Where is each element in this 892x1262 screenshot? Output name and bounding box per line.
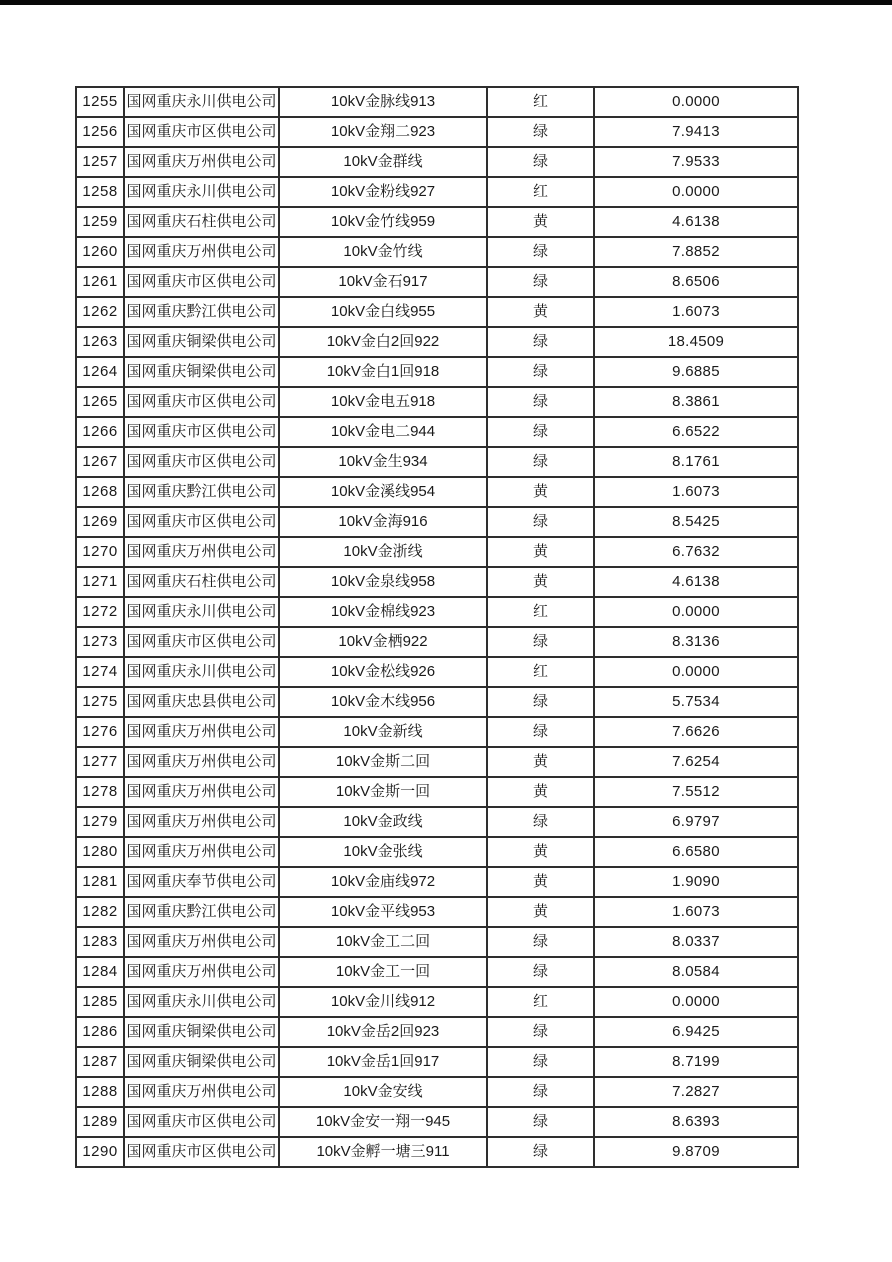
value-cell: 1.9090: [594, 867, 798, 897]
company-cell: 国网重庆万州供电公司: [124, 717, 279, 747]
row-number-cell: 1269: [76, 507, 124, 537]
value-cell: 7.6626: [594, 717, 798, 747]
table-row: [76, 207, 798, 237]
value-cell: 0.0000: [594, 657, 798, 687]
line-name-cell: 10kV金电五918: [279, 387, 487, 417]
line-name-cell: 10kV金溪线954: [279, 477, 487, 507]
line-name-cell: 10kV金平线953: [279, 897, 487, 927]
value-cell: 1.6073: [594, 477, 798, 507]
value-cell: 1.6073: [594, 897, 798, 927]
value-cell: 8.7199: [594, 1047, 798, 1077]
line-name-cell: 10kV金政线: [279, 807, 487, 837]
table-row: [76, 327, 798, 357]
row-number-cell: 1289: [76, 1107, 124, 1137]
status-cell: 绿: [487, 927, 594, 957]
table-row: [76, 657, 798, 687]
value-cell: 8.5425: [594, 507, 798, 537]
row-number-cell: 1264: [76, 357, 124, 387]
table-row: [76, 387, 798, 417]
row-number-cell: 1283: [76, 927, 124, 957]
company-cell: 国网重庆市区供电公司: [124, 117, 279, 147]
table-row: [76, 1107, 798, 1137]
value-cell: 0.0000: [594, 597, 798, 627]
value-cell: 8.3861: [594, 387, 798, 417]
line-name-cell: 10kV金白1回918: [279, 357, 487, 387]
row-number-cell: 1267: [76, 447, 124, 477]
line-name-cell: 10kV金岳2回923: [279, 1017, 487, 1047]
line-name-cell: 10kV金安线: [279, 1077, 487, 1107]
line-name-cell: 10kV金安一翔一945: [279, 1107, 487, 1137]
table-row: [76, 987, 798, 1017]
table-row: [76, 507, 798, 537]
company-cell: 国网重庆市区供电公司: [124, 627, 279, 657]
table-row: [76, 867, 798, 897]
row-number-cell: 1257: [76, 147, 124, 177]
table-row: [76, 717, 798, 747]
status-cell: 黄: [487, 567, 594, 597]
status-cell: 红: [487, 87, 594, 117]
value-cell: 5.7534: [594, 687, 798, 717]
row-number-cell: 1259: [76, 207, 124, 237]
line-name-cell: 10kV金张线: [279, 837, 487, 867]
status-cell: 绿: [487, 117, 594, 147]
company-cell: 国网重庆万州供电公司: [124, 147, 279, 177]
status-cell: 黄: [487, 477, 594, 507]
status-cell: 绿: [487, 807, 594, 837]
status-cell: 绿: [487, 447, 594, 477]
power-line-table: [75, 86, 799, 1168]
table-row: [76, 177, 798, 207]
company-cell: 国网重庆市区供电公司: [124, 267, 279, 297]
row-number-cell: 1258: [76, 177, 124, 207]
line-name-cell: 10kV金粉线927: [279, 177, 487, 207]
company-cell: 国网重庆万州供电公司: [124, 747, 279, 777]
company-cell: 国网重庆黔江供电公司: [124, 297, 279, 327]
table-row: [76, 477, 798, 507]
row-number-cell: 1282: [76, 897, 124, 927]
value-cell: 8.1761: [594, 447, 798, 477]
status-cell: 红: [487, 597, 594, 627]
status-cell: 黄: [487, 747, 594, 777]
table-row: [76, 1047, 798, 1077]
company-cell: 国网重庆市区供电公司: [124, 417, 279, 447]
value-cell: 0.0000: [594, 87, 798, 117]
status-cell: 黄: [487, 777, 594, 807]
status-cell: 绿: [487, 267, 594, 297]
status-cell: 绿: [487, 717, 594, 747]
value-cell: 8.3136: [594, 627, 798, 657]
table-row: [76, 837, 798, 867]
table-row: [76, 417, 798, 447]
status-cell: 黄: [487, 867, 594, 897]
value-cell: 6.6580: [594, 837, 798, 867]
table-row: [76, 237, 798, 267]
line-name-cell: 10kV金工二回: [279, 927, 487, 957]
value-cell: 6.9425: [594, 1017, 798, 1047]
line-name-cell: 10kV金脉线913: [279, 87, 487, 117]
table-row: [76, 897, 798, 927]
table-row: [76, 357, 798, 387]
table-row: [76, 447, 798, 477]
company-cell: 国网重庆铜梁供电公司: [124, 357, 279, 387]
line-name-cell: 10kV金浙线: [279, 537, 487, 567]
status-cell: 绿: [487, 1017, 594, 1047]
line-name-cell: 10kV金翔二923: [279, 117, 487, 147]
status-cell: 红: [487, 987, 594, 1017]
power-line-table-body: [76, 87, 798, 1167]
value-cell: 8.0337: [594, 927, 798, 957]
table-row: [76, 627, 798, 657]
company-cell: 国网重庆石柱供电公司: [124, 207, 279, 237]
line-name-cell: 10kV金竹线959: [279, 207, 487, 237]
company-cell: 国网重庆铜梁供电公司: [124, 1047, 279, 1077]
status-cell: 黄: [487, 297, 594, 327]
status-cell: 黄: [487, 897, 594, 927]
value-cell: 1.6073: [594, 297, 798, 327]
line-name-cell: 10kV金工一回: [279, 957, 487, 987]
value-cell: 6.6522: [594, 417, 798, 447]
table-row: [76, 87, 798, 117]
line-name-cell: 10kV金群线: [279, 147, 487, 177]
line-name-cell: 10kV金泉线958: [279, 567, 487, 597]
row-number-cell: 1260: [76, 237, 124, 267]
status-cell: 绿: [487, 357, 594, 387]
value-cell: 0.0000: [594, 177, 798, 207]
company-cell: 国网重庆黔江供电公司: [124, 897, 279, 927]
status-cell: 绿: [487, 237, 594, 267]
status-cell: 绿: [487, 387, 594, 417]
company-cell: 国网重庆万州供电公司: [124, 807, 279, 837]
line-name-cell: 10kV金竹线: [279, 237, 487, 267]
line-name-cell: 10kV金电二944: [279, 417, 487, 447]
table-row: [76, 747, 798, 777]
row-number-cell: 1278: [76, 777, 124, 807]
company-cell: 国网重庆万州供电公司: [124, 927, 279, 957]
status-cell: 绿: [487, 417, 594, 447]
status-cell: 绿: [487, 1137, 594, 1167]
line-name-cell: 10kV金斯二回: [279, 747, 487, 777]
status-cell: 黄: [487, 537, 594, 567]
line-name-cell: 10kV金木线956: [279, 687, 487, 717]
value-cell: 8.6506: [594, 267, 798, 297]
company-cell: 国网重庆铜梁供电公司: [124, 1017, 279, 1047]
value-cell: 6.9797: [594, 807, 798, 837]
row-number-cell: 1265: [76, 387, 124, 417]
line-name-cell: 10kV金川线912: [279, 987, 487, 1017]
row-number-cell: 1266: [76, 417, 124, 447]
value-cell: 7.9533: [594, 147, 798, 177]
company-cell: 国网重庆石柱供电公司: [124, 567, 279, 597]
line-name-cell: 10kV金孵一塘三911: [279, 1137, 487, 1167]
line-name-cell: 10kV金石917: [279, 267, 487, 297]
line-name-cell: 10kV金白线955: [279, 297, 487, 327]
value-cell: 0.0000: [594, 987, 798, 1017]
row-number-cell: 1268: [76, 477, 124, 507]
row-number-cell: 1280: [76, 837, 124, 867]
row-number-cell: 1284: [76, 957, 124, 987]
company-cell: 国网重庆万州供电公司: [124, 1077, 279, 1107]
company-cell: 国网重庆永川供电公司: [124, 987, 279, 1017]
company-cell: 国网重庆市区供电公司: [124, 447, 279, 477]
company-cell: 国网重庆永川供电公司: [124, 657, 279, 687]
table-row: [76, 567, 798, 597]
table-row: [76, 807, 798, 837]
table-row: [76, 297, 798, 327]
value-cell: 4.6138: [594, 567, 798, 597]
row-number-cell: 1287: [76, 1047, 124, 1077]
company-cell: 国网重庆市区供电公司: [124, 1137, 279, 1167]
company-cell: 国网重庆永川供电公司: [124, 597, 279, 627]
status-cell: 绿: [487, 627, 594, 657]
row-number-cell: 1255: [76, 87, 124, 117]
table-row: [76, 147, 798, 177]
value-cell: 7.2827: [594, 1077, 798, 1107]
value-cell: 7.5512: [594, 777, 798, 807]
line-name-cell: 10kV金岳1回917: [279, 1047, 487, 1077]
row-number-cell: 1281: [76, 867, 124, 897]
line-name-cell: 10kV金庙线972: [279, 867, 487, 897]
company-cell: 国网重庆忠县供电公司: [124, 687, 279, 717]
row-number-cell: 1256: [76, 117, 124, 147]
table-row: [76, 1137, 798, 1167]
status-cell: 绿: [487, 687, 594, 717]
row-number-cell: 1270: [76, 537, 124, 567]
row-number-cell: 1263: [76, 327, 124, 357]
value-cell: 7.8852: [594, 237, 798, 267]
company-cell: 国网重庆永川供电公司: [124, 177, 279, 207]
row-number-cell: 1261: [76, 267, 124, 297]
company-cell: 国网重庆万州供电公司: [124, 777, 279, 807]
value-cell: 9.6885: [594, 357, 798, 387]
table-row: [76, 927, 798, 957]
line-name-cell: 10kV金松线926: [279, 657, 487, 687]
status-cell: 红: [487, 177, 594, 207]
value-cell: 18.4509: [594, 327, 798, 357]
line-name-cell: 10kV金棉线923: [279, 597, 487, 627]
status-cell: 黄: [487, 837, 594, 867]
row-number-cell: 1286: [76, 1017, 124, 1047]
table-row: [76, 1017, 798, 1047]
value-cell: 7.9413: [594, 117, 798, 147]
status-cell: 绿: [487, 957, 594, 987]
status-cell: 绿: [487, 327, 594, 357]
company-cell: 国网重庆市区供电公司: [124, 507, 279, 537]
status-cell: 黄: [487, 207, 594, 237]
company-cell: 国网重庆奉节供电公司: [124, 867, 279, 897]
table-row: [76, 687, 798, 717]
line-name-cell: 10kV金栖922: [279, 627, 487, 657]
top-black-bar: [0, 0, 892, 5]
table-row: [76, 597, 798, 627]
row-number-cell: 1275: [76, 687, 124, 717]
company-cell: 国网重庆市区供电公司: [124, 387, 279, 417]
table-row: [76, 1077, 798, 1107]
company-cell: 国网重庆万州供电公司: [124, 237, 279, 267]
line-name-cell: 10kV金白2回922: [279, 327, 487, 357]
row-number-cell: 1279: [76, 807, 124, 837]
table-row: [76, 957, 798, 987]
status-cell: 绿: [487, 1107, 594, 1137]
row-number-cell: 1273: [76, 627, 124, 657]
line-name-cell: 10kV金斯一回: [279, 777, 487, 807]
company-cell: 国网重庆万州供电公司: [124, 837, 279, 867]
table-row: [76, 267, 798, 297]
row-number-cell: 1285: [76, 987, 124, 1017]
row-number-cell: 1274: [76, 657, 124, 687]
company-cell: 国网重庆永川供电公司: [124, 87, 279, 117]
company-cell: 国网重庆万州供电公司: [124, 537, 279, 567]
row-number-cell: 1277: [76, 747, 124, 777]
company-cell: 国网重庆万州供电公司: [124, 957, 279, 987]
table-row: [76, 777, 798, 807]
line-name-cell: 10kV金生934: [279, 447, 487, 477]
value-cell: 6.7632: [594, 537, 798, 567]
status-cell: 绿: [487, 507, 594, 537]
row-number-cell: 1271: [76, 567, 124, 597]
row-number-cell: 1276: [76, 717, 124, 747]
value-cell: 8.0584: [594, 957, 798, 987]
line-name-cell: 10kV金新线: [279, 717, 487, 747]
row-number-cell: 1262: [76, 297, 124, 327]
value-cell: 7.6254: [594, 747, 798, 777]
row-number-cell: 1290: [76, 1137, 124, 1167]
line-name-cell: 10kV金海916: [279, 507, 487, 537]
status-cell: 绿: [487, 1077, 594, 1107]
company-cell: 国网重庆黔江供电公司: [124, 477, 279, 507]
value-cell: 9.8709: [594, 1137, 798, 1167]
value-cell: 8.6393: [594, 1107, 798, 1137]
status-cell: 红: [487, 657, 594, 687]
row-number-cell: 1272: [76, 597, 124, 627]
status-cell: 绿: [487, 147, 594, 177]
table-row: [76, 537, 798, 567]
table-row: [76, 117, 798, 147]
company-cell: 国网重庆铜梁供电公司: [124, 327, 279, 357]
company-cell: 国网重庆市区供电公司: [124, 1107, 279, 1137]
status-cell: 绿: [487, 1047, 594, 1077]
row-number-cell: 1288: [76, 1077, 124, 1107]
value-cell: 4.6138: [594, 207, 798, 237]
